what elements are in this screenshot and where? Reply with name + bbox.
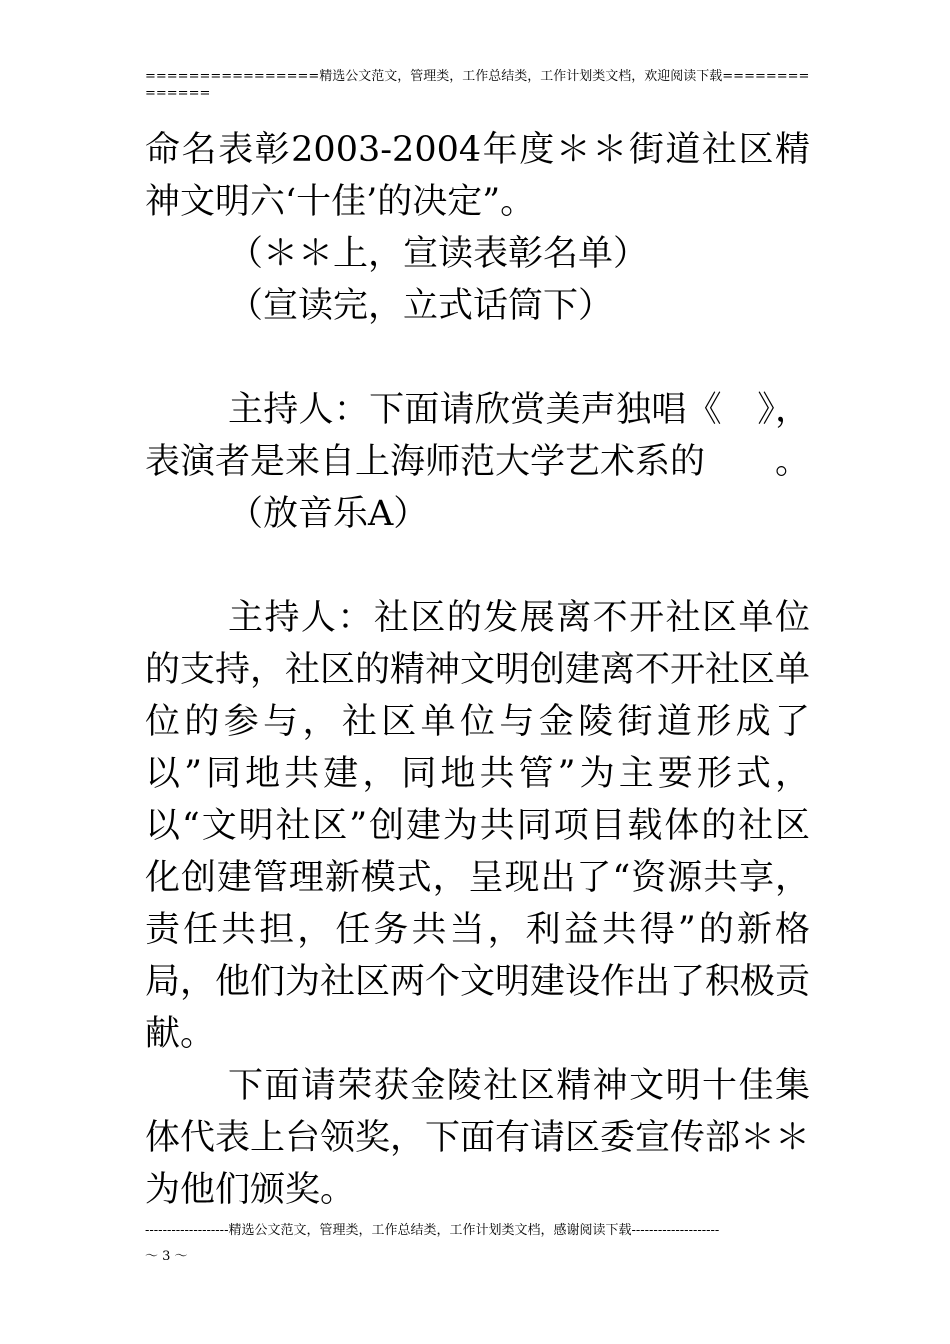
paragraph-decision-title: 命名表彰2003-2004年度＊＊街道社区精神文明六‘十佳’的决定”。 (145, 130, 810, 222)
footer-text: -------------------精选公文范文，管理类，工作总结类，工作计划类文档，感谢阅读下载-------------------- (145, 1223, 720, 1238)
stage-direction-music: （放音乐A） (228, 494, 429, 534)
paragraph-host-community: 主持人：社区的发展离不开社区单位的支持，社区的精神文明创建离不开社区单位的参与，社区单位与金陵街道形成了以”同地共建，同地共管”为主要形式，以“文明社区”创建为共同项目载体的社区化创建管理新模式，呈现出了“资源共享，责任共担，任务共当，利益共得”的新格局，他们为社区两个文明建设作出了积极贡献。 (145, 598, 811, 1054)
document-body (145, 124, 810, 1216)
stage-direction-read-list: （＊＊上，宣读表彰名单） (228, 234, 649, 274)
paragraph-gap (145, 332, 810, 384)
page-header (145, 68, 810, 102)
paragraph-host-solo: 主持人：下面请欣赏美声独唱《 》，表演者是来自上海师范大学艺术系的 。 (145, 390, 811, 482)
page-footer (145, 1222, 810, 1239)
header-text: ================精选公文范文，管理类，工作总结类，工作计划类文档，欢迎阅读下载============== (145, 69, 810, 101)
page-number: ～ 3 ～ (145, 1249, 188, 1264)
paragraph-award-invitation: 下面请荣获金陵社区精神文明十佳集体代表上台领奖，下面有请区委宣传部＊＊为他们颁奖。 (145, 1066, 811, 1210)
paragraph-gap (145, 540, 810, 592)
stage-direction-after-reading: （宣读完，立式话筒下） (228, 286, 614, 326)
